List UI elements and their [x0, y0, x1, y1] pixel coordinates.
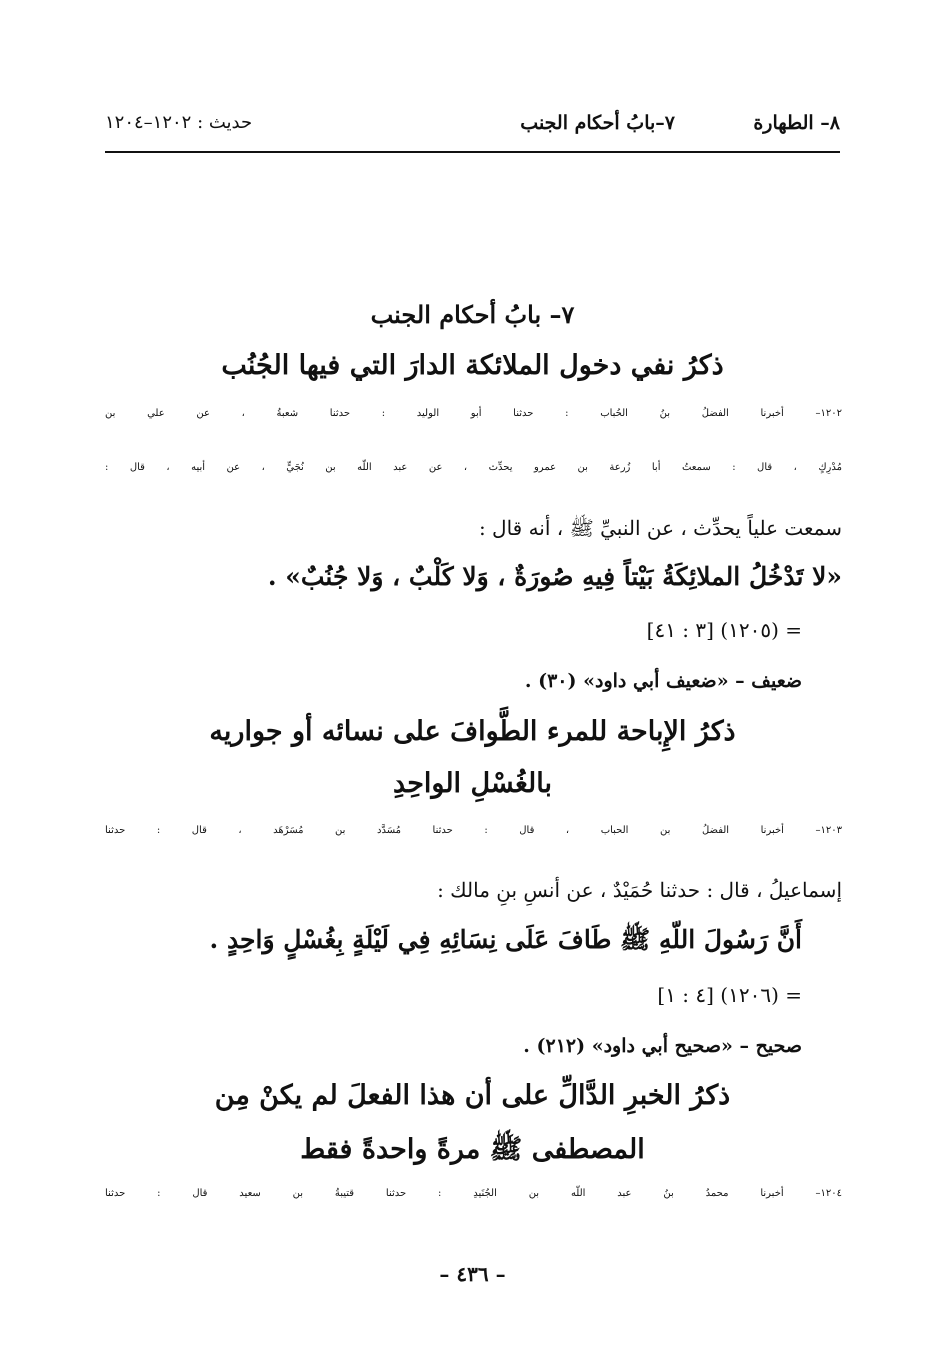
- hadith-1203-matn: أَنَّ رَسُولَ اللّهِ ﷺ طَافَ عَلَى نِسَائِهِ فِي لَيْلَةٍ بِغُسْلٍ وَاحِدٍ .: [209, 925, 802, 954]
- hadith-1202-matn: «لا تَدْخُلُ الملائِكَةُ بَيْتاً فِيهِ صُورَةٌ ، وَلا كَلْبٌ ، وَلا جُنُبٌ» .: [267, 562, 842, 591]
- hadith-1204-line-1: ١٢٠٤– أخبرنا محمدُ بنُ عبد اللّه بن الجُنَيدِ : حدثنا قتيبةُ بن سعيد قال : حدثنا: [105, 1188, 842, 1199]
- hadith-1203-line-2: إسماعيلُ ، قال : حدثنا حُمَيْدٌ ، عن أنسِ بنِ مالك :: [437, 878, 842, 902]
- running-header: [105, 112, 840, 142]
- page-number: – ٤٣٦ –: [439, 1262, 506, 1286]
- hadith-1203-cross-reference: = (١٢٠٦) [٤ : ١]: [657, 983, 802, 1007]
- section-heading-continued: بالغُسْلِ الواحِدِ: [393, 768, 552, 799]
- header-chapter-title: ٧–بابُ أحكام الجنب: [520, 112, 675, 134]
- hadith-1203-line-1: ١٢٠٣– أخبرنا الفضلُ بن الحباب ، قال : حدثنا مُسَدَّد بن مُسَرْهَد ، قال : حدثنا: [105, 825, 842, 836]
- hadith-1202-line-2: مُدْرِكٍ ، قال : سمعتُ أبا زُرعة بن عمرو يحدِّث ، عن عبد اللّه بن نُجَيٍّ ، عن أبيه ، قال :: [105, 462, 842, 473]
- hadith-1202-line-1: ١٢٠٢– أخبرنا الفضلُ بنُ الحُباب : حدثنا أبو الوليد : حدثنا شعبةُ ، عن علي بن: [105, 408, 842, 419]
- header-divider: [105, 151, 840, 153]
- section-heading-continued: المصطفى ﷺ مرةً واحدةً فقط: [300, 1134, 645, 1165]
- hadith-1203-grade: صحيح – «صحيح أبي داود» (٢١٢) .: [523, 1035, 802, 1057]
- hadith-1202-grade: ضعيف – «ضعيف أبي داود» (٣٠) .: [524, 670, 802, 692]
- hadith-1202-cross-reference: = (١٢٠٥) [٣ : ٤١]: [646, 618, 802, 642]
- chapter-title: ٧– بابُ أحكام الجنب: [370, 300, 575, 329]
- section-heading: ذكرُ الإِباحة للمرء الطَّوافَ على نسائه أو جواريه: [209, 716, 736, 747]
- header-book-title: ٨– الطهارة: [753, 112, 840, 134]
- hadith-1202-line-3: سمعت علياً يحدِّث ، عن النبيِّ ﷺ ، أنه قال :: [478, 516, 842, 540]
- section-heading: ذكرُ نفي دخول الملائكة الدارَ التي فيها الجُنُب: [221, 350, 724, 381]
- header-hadith-range: حديث : ١٢٠٢–١٢٠٤: [105, 112, 253, 133]
- section-heading: ذكرُ الخبرِ الدَّالِّ على أن هذا الفعلَ لم يكنْ مِن: [214, 1080, 731, 1111]
